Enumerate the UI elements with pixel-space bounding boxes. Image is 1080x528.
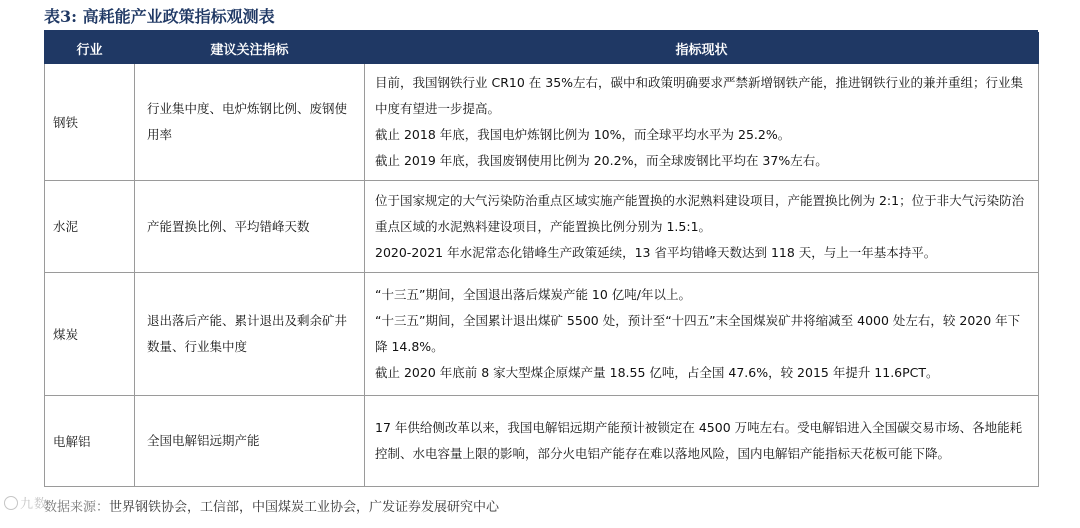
- indicators-cell: 全国电解铝远期产能: [135, 396, 365, 487]
- status-line: 17 年供给侧改革以来，我国电解铝远期产能预计被锁定在 4500 万吨左右。受电解铝进入全国碳交易市场、各地能耗控制、水电容量上限的影响，部分火电铝产能存在难以落地风险，国内电解铝产能指标天花板可能下降。: [375, 420, 1023, 461]
- source-label: 数据来源：: [44, 500, 110, 515]
- table-header-row: [45, 33, 1039, 64]
- status-line: 位于国家规定的大气污染防治重点区域实施产能置换的水泥熟料建设项目，产能置换比例为 2:1；位于非大气污染防治重点区域的水泥熟料建设项目，产能置换比例分别为 1.5:1。: [375, 192, 1025, 234]
- status-line: 截止 2019 年底，我国废钢使用比例为 20.2%，而全球废钢比平均在 37%左右。: [375, 153, 828, 168]
- industry-cell: 煤炭: [45, 273, 135, 396]
- status-cell: [365, 64, 1039, 181]
- status-line: 2020-2021 年水泥常态化错峰生产政策延续，13 省平均错峰天数达到 118 天，与上一年基本持平。: [375, 244, 937, 260]
- indicators-cell: 行业集中度、电炉炼钢比例、废钢使用率: [135, 64, 365, 181]
- source-text: 世界钢铁协会，工信部，中国煤炭工业协会，广发证券发展研究中心: [109, 500, 500, 515]
- table-row-cement: [45, 181, 1039, 273]
- status-cell: [365, 181, 1039, 273]
- table-row-steel: [45, 64, 1039, 181]
- watermark-logo-icon: [4, 496, 18, 510]
- header-indicators: 建议关注指标: [135, 33, 365, 64]
- indicators-cell: 退出落后产能、累计退出及剩余矿井数量、行业集中度: [135, 273, 365, 396]
- status-line: 目前，我国钢铁行业 CR10 在 35%左右，碳中和政策明确要求严禁新增钢铁产能，推进钢铁行业的兼并重组；行业集中度有望进一步提高。: [375, 75, 1024, 116]
- header-status: 指标现状: [365, 33, 1039, 64]
- status-line: 截止 2018 年底，我国电炉炼钢比例为 10%，而全球平均水平为 25.2%。: [375, 127, 791, 142]
- industry-cell: 水泥: [45, 181, 135, 273]
- policy-indicator-table: [44, 32, 1039, 487]
- table-row-aluminum: [45, 396, 1039, 487]
- status-line: “十三五”期间，全国退出落后煤炭产能 10 亿吨/年以上。: [375, 287, 692, 302]
- industry-cell: 钢铁: [45, 64, 135, 181]
- source-note: [44, 498, 499, 518]
- status-cell: [365, 273, 1039, 396]
- status-line: “十三五”期间，全国累计退出煤矿 5500 处，预计至“十四五”末全国煤炭矿井将缩减至 4000 处左右，较 2020 年下降 14.8%。: [375, 313, 1021, 354]
- industry-cell: 电解铝: [45, 396, 135, 487]
- status-cell: [365, 396, 1039, 487]
- table-row-coal: [45, 273, 1039, 396]
- table-title: 表3: 高耗能产业政策指标观测表: [44, 7, 275, 26]
- indicators-cell: 产能置换比例、平均错峰天数: [135, 181, 365, 273]
- status-line: 截止 2020 年底前 8 家大型煤企原煤产量 18.55 亿吨，占全国 47.6%，较 2015 年提升 11.6PCT。: [375, 365, 939, 380]
- watermark: [4, 495, 48, 515]
- header-industry: 行业: [45, 33, 135, 64]
- watermark-text: 九数: [20, 497, 49, 512]
